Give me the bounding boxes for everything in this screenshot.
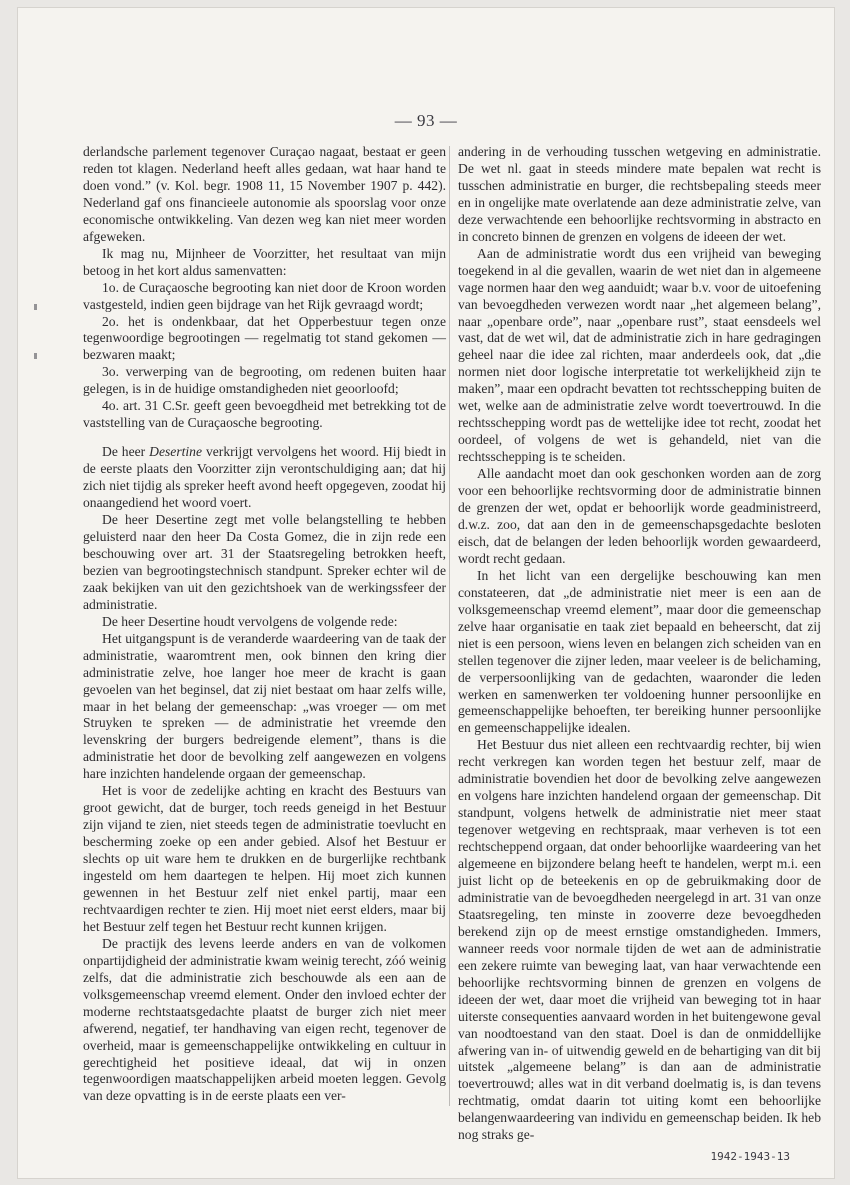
- paragraph-prefix: De heer: [102, 444, 150, 460]
- margin-mark: [34, 353, 37, 359]
- paragraph: De heer Desertine houdt vervolgens de volgende rede:: [102, 613, 398, 629]
- paragraph: Aan de administratie wordt dus een vrijheid van beweging toegekend in al die gevallen, waarin de wet niet dan in algemeene vage normen haar den weg aanduidt; waar b.v. voor de uitoefening van bevoegdheden verwezen wordt naar „het algemeen belang”, naar „openbare orde”, naar „openbare rust”, staat eensdeels wel vast, dat de wet wil, dat de administratie zich in hare gedragingen geheel naar die idee zal richten, maar anderdeels ook, dat „die normen niet door logische interpretatie tot werkelijkheid zijn te maken”, maar een opdracht bevatten tot rechtsschepping buiten de wet, welke aan de administratie zelve wordt toevertrouwd. In die rechtsschepping wordt pas de wettelijke idee tot recht, zoodat het oordeel, of volgens de wet is gehandeld, niet van die rechtsschepping is te scheiden.: [458, 245, 821, 465]
- paragraph: Het uitgangspunt is de veranderde waardeering van de taak der administratie, waaromtrent men, ook binnen den kring dier administratie zelve, hoe langer hoe meer de kracht is gaan gevoelen van het beginsel, dat zij niet bestaat om haar zelfs wille, maar in het belang der gemeenschap: „was vroeger — om met Struyken te spreken — de administratie het vreemde den levenskring der burgers bedreigende element”, thans is die administratie het door de bevolking zelf aangewezen en volgens hare inzichten handelende orgaan der gemeenschap.: [83, 630, 446, 782]
- paragraph: 4o. art. 31 C.Sr. geeft geen bevoegdheid met betrekking tot de vaststelling van de Curaçaosche begrooting.: [83, 398, 446, 431]
- paragraph-text: verkrijgt vervolgens het woord. Hij biedt in de eerste plaats den Voorzitter zijn verontschuldiging aan; dat hij zich niet tijdig als spreker heeft avond heeft opgegeven, zoodat hij onaangediend het woord voert.: [83, 444, 446, 511]
- document-page: [18, 8, 834, 1178]
- column-divider: [449, 146, 450, 1106]
- paragraph: andering in de verhouding tusschen wetgeving en administratie. De wet nl. gaat in steeds mindere mate bepalen wat recht is tusschen administratie en burger, die rechtsbepaling steeds meer en in ongelijke mate overlatende aan deze administratie zelve, van deze verwachtende een behoorlijke rechtsvorming in abstracto en in concreto binnen de grenzen en volgens de ideeen der wet.: [458, 144, 821, 244]
- paragraph: Het Bestuur dus niet alleen een rechtvaardig rechter, bij wien recht verkregen kan worden tegen het bestuur zelf, maar de administratie bovendien het door de bevolking zelve aangewezen en volgens hare inzichten handelend orgaan der gemeenschap. Dit standpunt, volgens hetwelk de administratie niet meer staat tegenover wetgeving en rechtspraak, maar verheven is tot een rechtscheppend orgaan, dat onder behoorlijke waardeering van het algemeene en bijzondere belang heeft te handelen, werpt m.i. een juist licht op de beteekenis en op de gebruikmaking door de administratie van de bevoegdheden neergelegd in art. 31 van onze Staatsregeling, ten minste in zooverre deze bevoegdheden berekend zijn op de meest ernstige omstandigheden. Immers, wanneer reeds voor normale tijden de wet aan de administratie een zekere ruimte van beweging laat, van haar verwachtende een behoorlijke rechtsvorming binnen de grenzen en volgens de ideeen der wet, daar moet die vrijheid van beweging tot in haar uiterste consequenties aanvaard worden in het buitengewone geval van noodtoestand van den staat. Doel is dan de onmiddellijke afwering van in- of uitwendig geweld en de behartiging van dit bij uitstek „algemeene belang” is dan aan de administratie toevertrouwd; alles wat in dit verband doelmatig is, is dan tevens rechtmatig, omdat daarin tot uiting komt een behoorlijke belangenwaardeering van individu en gemeenschap beiden. Ik heb nog straks ge-: [458, 737, 821, 1143]
- paragraph: In het licht van een dergelijke beschouwing kan men constateeren, dat „de administratie niet meer is een aan de volksgemeenschap vreemd element”, maar door die gemeenschap zelve haar organisatie en taak ziet bepaald en beheerscht, dat zij niet is een persoon, wiens leven en belangen zich scheiden van en stellen tegenover die zijner leden, maar veeleer is de belichaming, de verpersoonlijking van de gedachten, waaronder die leden werken en samenwerken ter voldoening hunner persoonlijke en gemeenschappelijke behoeften, ter bereiking hunner persoonlijke en gemeenschappelijke idealen.: [458, 567, 821, 736]
- left-column: [83, 144, 446, 1105]
- speaker-name: Desertine: [149, 444, 203, 460]
- footer-code: 1942-1943-13: [710, 1150, 790, 1163]
- paragraph: 2o. het is ondenkbaar, dat het Opperbestuur tegen onze tegenwoordige begrootingen — regelmatig tot stand gekomen — bezwaren maakt;: [83, 313, 446, 363]
- margin-mark: [34, 304, 37, 310]
- right-column: [458, 144, 821, 1144]
- paragraph: 1o. de Curaçaosche begrooting kan niet door de Kroon worden vastgesteld, indien geen bijdrage van het Rijk gevraagd wordt;: [83, 279, 446, 312]
- paragraph: Ik mag nu, Mijnheer de Voorzitter, het resultaat van mijn betoog in het kort aldus samenvatten:: [83, 245, 446, 278]
- paragraph: [83, 444, 446, 512]
- paragraph: Alle aandacht moet dan ook geschonken worden aan de zorg voor een behoorlijke rechtsvorming door de administratie binnen de grenzen der wet, opdat er behoorlijk worde geadministreerd, d.w.z. zoo, dat aan den in de gemeenschapsgedachte besloten eisch, dat de belangen der leden behoorlijk worden gewaardeerd, wordt recht gedaan.: [458, 466, 821, 566]
- paragraph: De practijk des levens leerde anders en van de volkomen onpartijdigheid der administratie kwam weinig terecht, zóó weinig zelfs, dat die administratie zich beschouwde als een aan de volksgemeenschap vreemd element. Onder den invloed echter der moderne rechtstaatsgedachte plaatst de burger zich niet meer afwerend, negatief, ter handhaving van eigen recht, tegenover de overheid, maar is gemeenschappelijke ontwikkeling en cultuur in gerechtigheid het positieve ideaal, dat wij in onzen tegenwoordigen maatschappelijken arbeid moeten leggen. Gevolg van deze opvatting is in de eerste plaats een ver-: [83, 935, 446, 1104]
- paragraph: derlandsche parlement tegenover Curaçao nagaat, bestaat er geen reden tot klagen. Nederland heeft alles gedaan, wat haar hand te doen vond.” (v. Kol. begr. 1908 11, 15 November 1907 p. 442). Nederland gaf ons financieele autonomie als spoorslag voor onze economische ontwikkeling. Van dezen weg kan niet meer worden afgeweken.: [83, 144, 446, 244]
- paragraph: 3o. verwerping van de begrooting, om redenen buiten haar gelegen, is in de huidige omstandigheden niet geoorloofd;: [83, 364, 446, 397]
- paragraph: De heer Desertine zegt met volle belangstelling te hebben geluisterd naar den heer Da Costa Gomez, die in zijn rede een beschouwing over art. 31 der Staatsregeling betrokken heeft, bezien van begrootingstechnisch standpunt. Spreker echter wil de zaak bekijken van uit den gezichtshoek van de werkingssfeer der administratie.: [83, 512, 446, 612]
- paragraph: Het is voor de zedelijke achting en kracht des Bestuurs van groot gewicht, dat de burger, toch reeds geneigd in het Bestuur zijn vijand te zien, niet steeds tegen de administratie toevlucht en bescherming zoeke op een ander gebied. Alsof het Bestuur er slechts op uit ware hem te drukken en de burgerlijke rechtbank ingesteld om hem daartegen te helpen. Hij moet zich kunnen gewennen in het Bestuur zelf niet enkel partij, maar een rechtvaardigen rechter te zien. Hij moet niet eerst elders, maar bij het Bestuur zelf tegen het Bestuur recht kunnen krijgen.: [83, 783, 446, 934]
- page-number: — 93 —: [394, 111, 458, 130]
